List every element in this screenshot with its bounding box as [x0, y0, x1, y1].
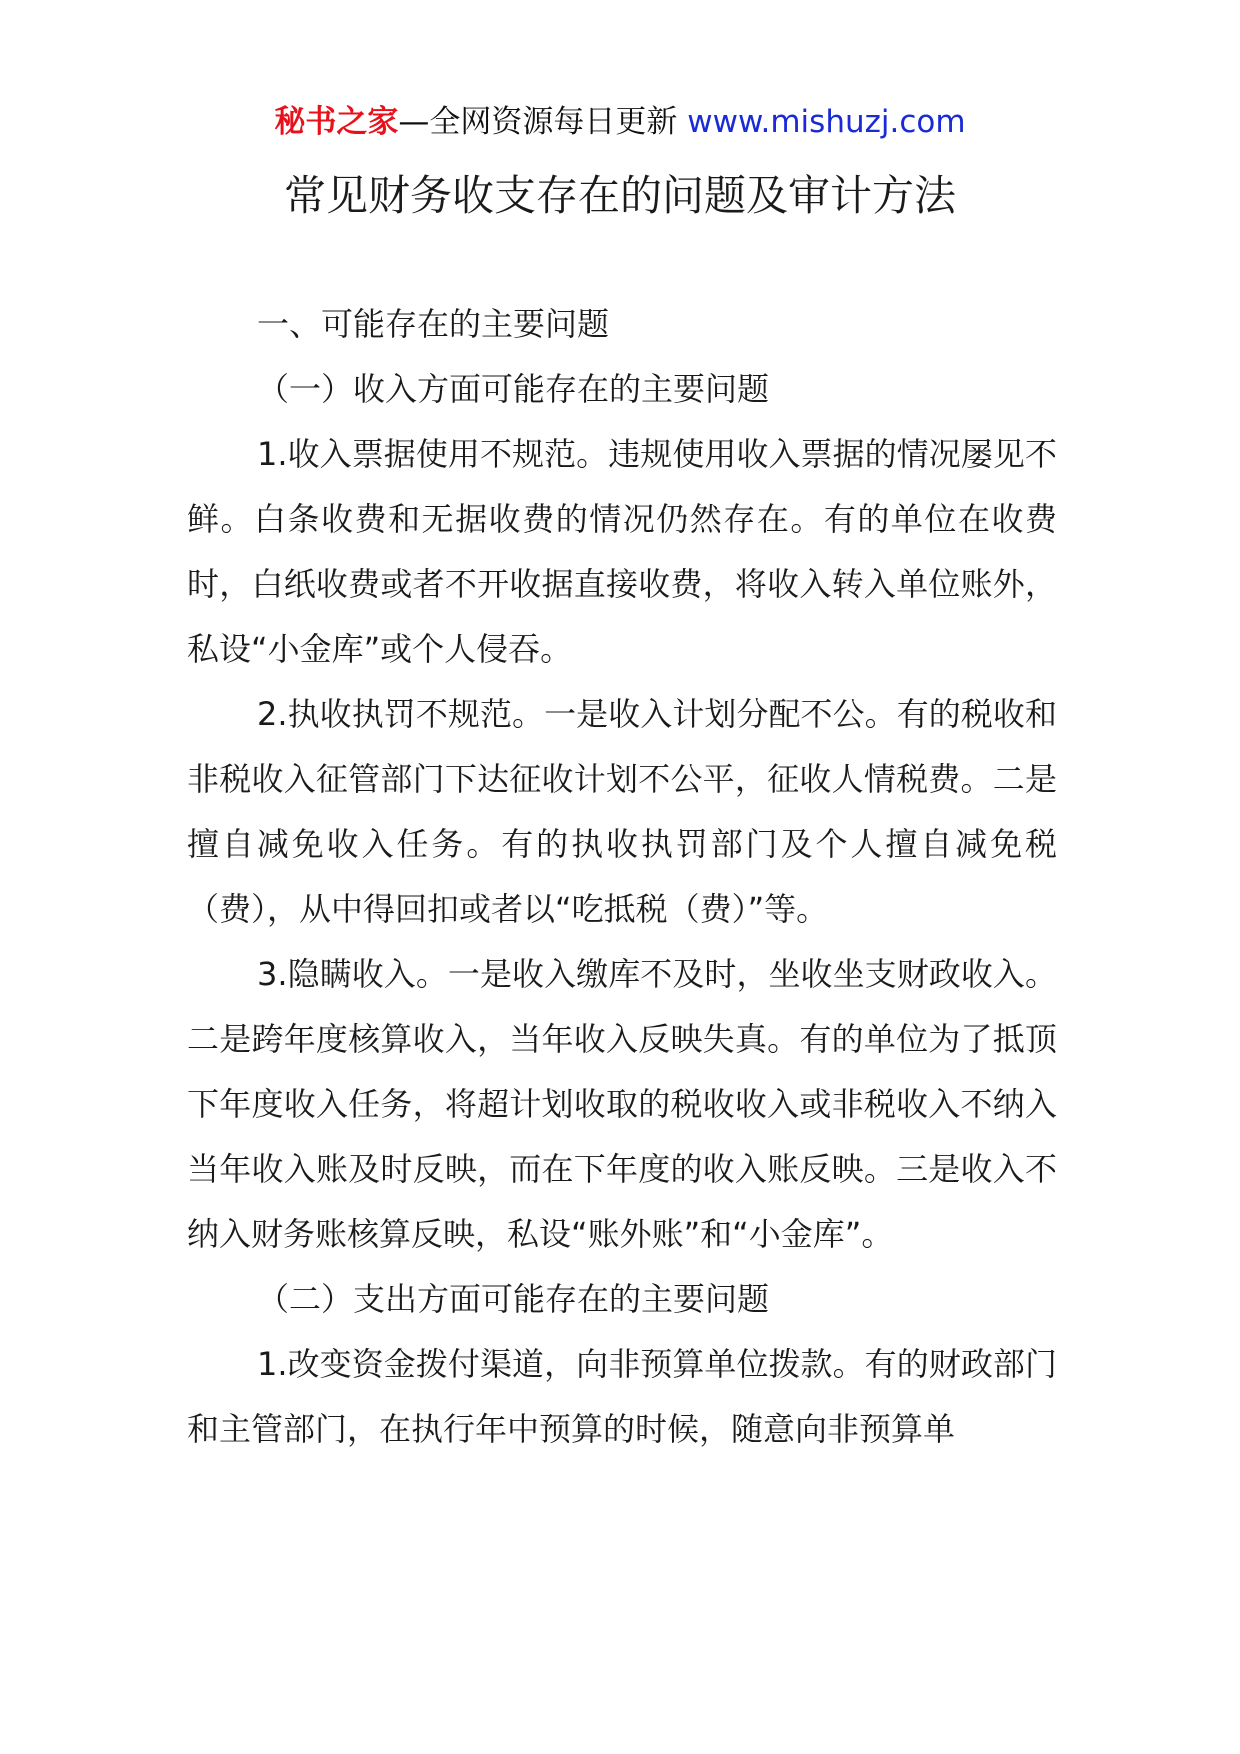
- brand-name: 秘书之家: [274, 104, 399, 140]
- paragraph: 2.执收执罚不规范。一是收入计划分配不公。有的税收和非税收入征管部门下达征收计划不公平，征收人情税费。二是擅自减免收入任务。有的执收执罚部门及个人擅自减免税（费），从中得回扣或者以“吃抵税（费）”等。: [187, 695, 1057, 928]
- site-url-link[interactable]: www.mishuzj.com: [687, 104, 966, 140]
- paragraph: 3.隐瞒收入。一是收入缴库不及时，坐收坐支财政收入。二是跨年度核算收入，当年收入反映失真。有的单位为了抵顶下年度收入任务，将超计划收取的税收收入或非税收入不纳入当年收入账及时反映，而在下年度的收入账反映。三是收入不纳入财务账核算反映，私设“账外账”和“小金库”。: [187, 955, 1057, 1253]
- subsection-heading-expenditure: （二）支出方面可能存在的主要问题: [257, 1280, 770, 1318]
- site-header: [0, 100, 1240, 144]
- section-heading: 一、可能存在的主要问题: [257, 305, 610, 343]
- paragraph: 1.收入票据使用不规范。违规使用收入票据的情况屡见不鲜。白条收费和无据收费的情况仍然存在。有的单位在收费时，白纸收费或者不开收据直接收费，将收入转入单位账外，私设“小金库”或个人侵吞。: [187, 435, 1057, 668]
- paragraph: 1.改变资金拨付渠道，向非预算单位拨款。有的财政部门和主管部门，在执行年中预算的时候，随意向非预算单: [187, 1345, 1057, 1448]
- document-title: 常见财务收支存在的问题及审计方法: [283, 171, 956, 220]
- header-tagline: —全网资源每日更新: [398, 104, 678, 140]
- document-body: [187, 292, 1057, 1462]
- subsection-heading-income: （一）收入方面可能存在的主要问题: [257, 370, 770, 408]
